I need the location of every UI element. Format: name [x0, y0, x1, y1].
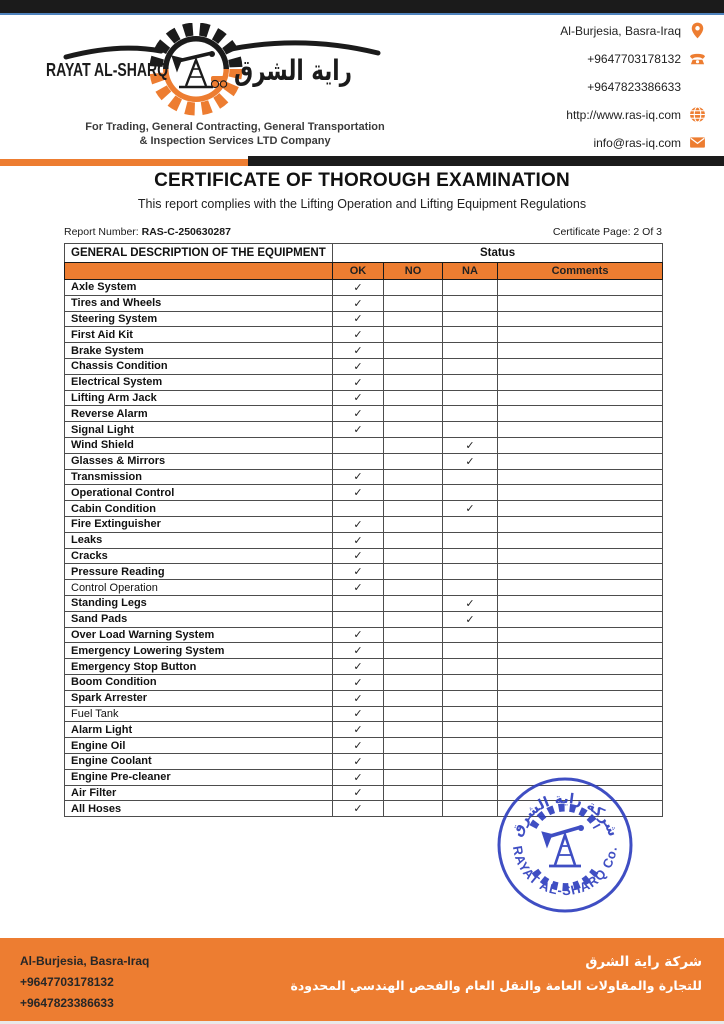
status-na-cell: [443, 516, 498, 532]
status-ok-cell: [333, 453, 384, 469]
comments-cell: [498, 374, 663, 390]
equipment-table-wrap: [64, 243, 664, 817]
status-no-cell: [384, 722, 443, 738]
top-dark-bar: [0, 0, 724, 15]
status-ok-cell: [333, 501, 384, 517]
comments-cell: [498, 453, 663, 469]
logo-swoosh-left: [66, 48, 161, 57]
table-row: [65, 753, 663, 769]
equipment-name-cell: Alarm Light: [65, 722, 333, 738]
status-no-cell: [384, 343, 443, 359]
table-row: [65, 532, 663, 548]
status-no-cell: [384, 280, 443, 296]
status-ok-cell: ✓: [333, 280, 384, 296]
comments-cell: [498, 643, 663, 659]
status-ok-cell: [333, 437, 384, 453]
table-row: [65, 674, 663, 690]
footer-company-name-ar: شركة راية الشرق: [585, 954, 702, 970]
column-header-na: NA: [443, 263, 498, 280]
comments-cell: [498, 595, 663, 611]
status-no-cell: [384, 358, 443, 374]
description-header-cell: GENERAL DESCRIPTION OF THE EQUIPMENT: [65, 244, 333, 263]
comments-cell: [498, 564, 663, 580]
equipment-name-cell: Reverse Alarm: [65, 406, 333, 422]
table-row: [65, 627, 663, 643]
status-no-cell: [384, 327, 443, 343]
report-meta-line: [64, 226, 662, 238]
equipment-name-cell: Leaks: [65, 532, 333, 548]
equipment-name-cell: Over Load Warning System: [65, 627, 333, 643]
contact-email-label: info@ras-iq.com: [593, 135, 681, 150]
status-ok-cell: ✓: [333, 659, 384, 675]
equipment-name-cell: Boom Condition: [65, 674, 333, 690]
location-pin-icon: [689, 22, 706, 39]
equipment-name-cell: Cabin Condition: [65, 501, 333, 517]
status-na-cell: [443, 753, 498, 769]
status-no-cell: [384, 580, 443, 596]
comments-cell: [498, 674, 663, 690]
status-no-cell: [384, 422, 443, 438]
table-row: [65, 690, 663, 706]
status-no-cell: [384, 469, 443, 485]
equipment-name-cell: Fuel Tank: [65, 706, 333, 722]
status-no-cell: [384, 295, 443, 311]
status-no-cell: [384, 674, 443, 690]
table-row: [65, 643, 663, 659]
table-row: [65, 564, 663, 580]
status-ok-cell: ✓: [333, 580, 384, 596]
footer-phone2: +9647823386633: [20, 996, 114, 1010]
status-no-cell: [384, 406, 443, 422]
certificate-page: Certificate Page: 2 Of 3: [552, 226, 662, 238]
equipment-name-cell: Steering System: [65, 311, 333, 327]
table-row: [65, 343, 663, 359]
status-na-cell: [443, 738, 498, 754]
table-row: [65, 722, 663, 738]
comments-cell: [498, 469, 663, 485]
comments-cell: [498, 358, 663, 374]
equipment-name-cell: Engine Coolant: [65, 753, 333, 769]
status-no-cell: [384, 659, 443, 675]
status-na-cell: [443, 674, 498, 690]
company-name-en: RAYAT AL-SHARQ: [46, 59, 168, 80]
table-row: [65, 422, 663, 438]
status-na-cell: [443, 390, 498, 406]
contact-address-label: Al-Burjesia, Basra-Iraq: [560, 23, 681, 38]
comments-cell: [498, 706, 663, 722]
footer-phone1: +9647703178132: [20, 975, 114, 989]
tagline-line2: & Inspection Services LTD Company: [139, 135, 331, 147]
equipment-name-cell: Transmission: [65, 469, 333, 485]
status-ok-cell: ✓: [333, 722, 384, 738]
status-na-cell: ✓: [443, 595, 498, 611]
equipment-name-cell: Engine Oil: [65, 738, 333, 754]
status-no-cell: [384, 390, 443, 406]
status-no-cell: [384, 311, 443, 327]
equipment-table-body: [65, 280, 663, 817]
comments-cell: [498, 627, 663, 643]
table-subheader-row: [65, 263, 663, 280]
equipment-name-cell: First Aid Kit: [65, 327, 333, 343]
status-ok-cell: ✓: [333, 422, 384, 438]
equipment-name-cell: Control Operation: [65, 580, 333, 596]
equipment-name-cell: All Hoses: [65, 801, 333, 817]
status-no-cell: [384, 532, 443, 548]
table-row: [65, 611, 663, 627]
status-ok-cell: ✓: [333, 643, 384, 659]
status-ok-cell: ✓: [333, 343, 384, 359]
divider-band: [0, 156, 724, 166]
status-ok-cell: ✓: [333, 690, 384, 706]
status-na-cell: ✓: [443, 453, 498, 469]
status-no-cell: [384, 690, 443, 706]
status-no-cell: [384, 769, 443, 785]
divider-orange-segment: [0, 159, 248, 166]
equipment-name-cell: Standing Legs: [65, 595, 333, 611]
footer-contacts: [20, 951, 149, 1014]
contact-phone1: [560, 49, 706, 68]
comments-cell: [498, 422, 663, 438]
equipment-name-cell: Spark Arrester: [65, 690, 333, 706]
status-no-cell: [384, 485, 443, 501]
table-row: [65, 501, 663, 517]
status-na-cell: [443, 422, 498, 438]
table-row: [65, 595, 663, 611]
envelope-icon: [689, 134, 706, 151]
equipment-name-cell: Operational Control: [65, 485, 333, 501]
comments-cell: [498, 501, 663, 517]
contact-phone2-label: +9647823386633: [587, 79, 681, 94]
status-ok-cell: ✓: [333, 327, 384, 343]
table-row: [65, 406, 663, 422]
contact-website: [560, 105, 706, 124]
status-na-cell: [443, 801, 498, 817]
status-na-cell: ✓: [443, 611, 498, 627]
report-number-label: Report Number:: [64, 226, 139, 238]
status-na-cell: [443, 690, 498, 706]
table-row: [65, 548, 663, 564]
equipment-name-cell: Signal Light: [65, 422, 333, 438]
comments-cell: [498, 580, 663, 596]
company-tagline: [44, 120, 426, 148]
status-no-cell: [384, 753, 443, 769]
status-na-cell: [443, 627, 498, 643]
status-ok-cell: ✓: [333, 406, 384, 422]
table-row: [65, 706, 663, 722]
column-header-no: NO: [384, 263, 443, 280]
comments-cell: [498, 485, 663, 501]
contact-email: [560, 133, 706, 152]
table-row: [65, 580, 663, 596]
equipment-name-cell: Pressure Reading: [65, 564, 333, 580]
svg-text:RAYAT AL-SHARQ Co.: [510, 845, 620, 899]
equipment-name-cell: Engine Pre-cleaner: [65, 769, 333, 785]
table-row: [65, 295, 663, 311]
status-no-cell: [384, 453, 443, 469]
contact-list: [560, 21, 706, 152]
equipment-name-cell: Cracks: [65, 548, 333, 564]
status-ok-cell: ✓: [333, 627, 384, 643]
company-stamp: [495, 775, 635, 915]
status-no-cell: [384, 374, 443, 390]
company-logo: [44, 23, 426, 119]
status-ok-cell: ✓: [333, 485, 384, 501]
comments-cell: [498, 390, 663, 406]
status-na-cell: [443, 785, 498, 801]
report-number: [64, 226, 231, 238]
column-header-ok: OK: [333, 263, 384, 280]
status-no-cell: [384, 801, 443, 817]
equipment-name-cell: Axle System: [65, 280, 333, 296]
status-ok-cell: ✓: [333, 469, 384, 485]
equipment-name-cell: Emergency Stop Button: [65, 659, 333, 675]
status-ok-cell: [333, 611, 384, 627]
equipment-name-cell: Sand Pads: [65, 611, 333, 627]
status-no-cell: [384, 643, 443, 659]
status-no-cell: [384, 437, 443, 453]
company-name-ar: راية الشرق: [234, 54, 352, 87]
comments-cell: [498, 532, 663, 548]
footer: [0, 938, 724, 1024]
status-na-cell: [443, 706, 498, 722]
table-row: [65, 469, 663, 485]
status-na-cell: [443, 280, 498, 296]
comments-cell: [498, 516, 663, 532]
status-na-cell: [443, 722, 498, 738]
status-ok-cell: ✓: [333, 785, 384, 801]
page-title: CERTIFICATE OF THOROUGH EXAMINATION: [154, 170, 570, 191]
equipment-name-cell: Tires and Wheels: [65, 295, 333, 311]
comments-cell: [498, 295, 663, 311]
comments-cell: [498, 280, 663, 296]
status-ok-cell: ✓: [333, 358, 384, 374]
subheader-empty-cell: [65, 263, 333, 280]
contact-address: [560, 21, 706, 40]
status-ok-cell: ✓: [333, 753, 384, 769]
column-header-comments: Comments: [498, 263, 663, 280]
footer-company-description-ar: للتجارة والمقاولات العامة والنقل العام والفحص الهندسي المحدودة: [290, 978, 702, 993]
table-row: [65, 358, 663, 374]
status-ok-cell: ✓: [333, 548, 384, 564]
status-no-cell: [384, 564, 443, 580]
status-na-cell: [443, 532, 498, 548]
status-ok-cell: [333, 595, 384, 611]
stamp-text-arabic: شركة راية الشرق: [508, 790, 622, 839]
table-row: [65, 437, 663, 453]
status-na-cell: ✓: [443, 437, 498, 453]
table-row: [65, 311, 663, 327]
equipment-name-cell: Lifting Arm Jack: [65, 390, 333, 406]
status-na-cell: ✓: [443, 501, 498, 517]
equipment-name-cell: Chassis Condition: [65, 358, 333, 374]
status-na-cell: [443, 295, 498, 311]
equipment-name-cell: Wind Shield: [65, 437, 333, 453]
status-ok-cell: ✓: [333, 374, 384, 390]
status-no-cell: [384, 785, 443, 801]
table-row: [65, 738, 663, 754]
status-ok-cell: ✓: [333, 769, 384, 785]
status-na-cell: [443, 643, 498, 659]
status-no-cell: [384, 627, 443, 643]
status-na-cell: [443, 469, 498, 485]
equipment-name-cell: Brake System: [65, 343, 333, 359]
table-row: [65, 453, 663, 469]
table-row: [65, 516, 663, 532]
contact-website-label: http://www.ras-iq.com: [566, 107, 681, 122]
logo-swoosh-right: [231, 43, 378, 53]
status-no-cell: [384, 706, 443, 722]
status-ok-cell: ✓: [333, 801, 384, 817]
status-no-cell: [384, 516, 443, 532]
status-ok-cell: ✓: [333, 674, 384, 690]
contact-phone2: [560, 77, 706, 96]
comments-cell: [498, 406, 663, 422]
table-header-row: [65, 244, 663, 263]
tagline-line1: For Trading, General Contracting, General Transportation: [85, 121, 385, 133]
comments-cell: [498, 343, 663, 359]
comments-cell: [498, 548, 663, 564]
footer-company-arabic: [291, 950, 703, 998]
status-ok-cell: ✓: [333, 390, 384, 406]
comments-cell: [498, 327, 663, 343]
comments-cell: [498, 437, 663, 453]
comments-cell: [498, 722, 663, 738]
equipment-name-cell: Fire Extinguisher: [65, 516, 333, 532]
phone-icon: [689, 50, 706, 67]
equipment-name-cell: Electrical System: [65, 374, 333, 390]
status-na-cell: [443, 564, 498, 580]
comments-cell: [498, 611, 663, 627]
comments-cell: [498, 690, 663, 706]
divider-dark-segment: [248, 156, 724, 166]
status-ok-cell: ✓: [333, 532, 384, 548]
comments-cell: [498, 753, 663, 769]
page-subtitle: This report complies with the Lifting Operation and Lifting Equipment Regulations: [137, 197, 587, 211]
status-na-cell: [443, 485, 498, 501]
status-ok-cell: ✓: [333, 295, 384, 311]
table-row: [65, 390, 663, 406]
header: [0, 17, 724, 156]
report-number-value: RAS-C-250630287: [141, 226, 231, 238]
contact-phone1-label: +9647703178132: [587, 51, 681, 66]
status-na-cell: [443, 311, 498, 327]
status-na-cell: [443, 374, 498, 390]
table-row: [65, 374, 663, 390]
status-na-cell: [443, 358, 498, 374]
status-ok-cell: ✓: [333, 516, 384, 532]
status-no-cell: [384, 738, 443, 754]
table-row: [65, 327, 663, 343]
globe-icon: [689, 106, 706, 123]
equipment-name-cell: Glasses & Mirrors: [65, 453, 333, 469]
status-no-cell: [384, 611, 443, 627]
comments-cell: [498, 659, 663, 675]
status-na-cell: [443, 580, 498, 596]
status-na-cell: [443, 327, 498, 343]
status-na-cell: [443, 548, 498, 564]
status-ok-cell: ✓: [333, 738, 384, 754]
table-row: [65, 485, 663, 501]
status-na-cell: [443, 406, 498, 422]
status-ok-cell: ✓: [333, 706, 384, 722]
table-row: [65, 280, 663, 296]
status-ok-cell: ✓: [333, 564, 384, 580]
stamp-text-english: RAYAT AL-SHARQ Co.: [509, 844, 620, 899]
equipment-name-cell: Emergency Lowering System: [65, 643, 333, 659]
status-na-cell: [443, 343, 498, 359]
equipment-name-cell: Air Filter: [65, 785, 333, 801]
status-no-cell: [384, 548, 443, 564]
comments-cell: [498, 738, 663, 754]
footer-address: Al-Burjesia, Basra-Iraq: [20, 954, 150, 968]
equipment-table: [64, 243, 663, 817]
table-row: [65, 659, 663, 675]
status-no-cell: [384, 595, 443, 611]
status-ok-cell: ✓: [333, 311, 384, 327]
status-na-cell: [443, 659, 498, 675]
status-na-cell: [443, 769, 498, 785]
status-no-cell: [384, 501, 443, 517]
comments-cell: [498, 311, 663, 327]
status-header-cell: Status: [333, 244, 663, 263]
